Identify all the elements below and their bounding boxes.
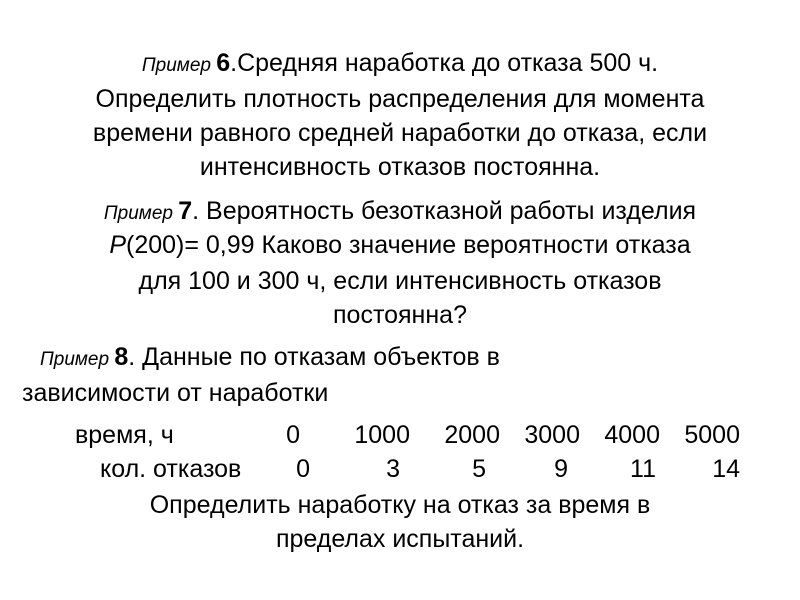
example-6-text: .Средняя наработка до отказа 500 ч. xyxy=(230,49,659,77)
table-cell: 5 xyxy=(472,455,486,483)
table-cell: 14 xyxy=(712,455,740,483)
example-7-number: 7 xyxy=(178,197,193,225)
table-cell: 5000 xyxy=(684,421,740,449)
table-cell: 3 xyxy=(386,455,400,483)
table-cell: 0 xyxy=(296,455,310,483)
example-7-line: постоянна? xyxy=(333,301,467,329)
example-6-label: Пример xyxy=(141,55,217,76)
example-8-task-line: пределах испытаний. xyxy=(275,525,525,553)
failures-row-label: кол. отказов xyxy=(100,455,242,483)
table-cell: 2000 xyxy=(444,421,500,449)
table-cell: 0 xyxy=(286,421,300,449)
example-7-text: (200)= 0,99 Каково значение вероятности отказа xyxy=(126,231,691,259)
example-7-line xyxy=(0,230,800,260)
table-cell: 4000 xyxy=(604,421,660,449)
example-6-line: интенсивность отказов постоянна. xyxy=(199,153,601,181)
example-8-task-line: Определить наработку на отказ за время в xyxy=(149,491,651,519)
example-6-heading xyxy=(0,48,800,81)
example-8-label: Пример xyxy=(40,349,115,370)
example-7-label: Пример xyxy=(103,203,179,224)
table-cell: 9 xyxy=(554,455,568,483)
example-7-line: для 100 и 300 ч, если интенсивность отказов xyxy=(138,267,662,295)
probability-variable: P xyxy=(109,231,126,259)
example-8-line: зависимости от наработки xyxy=(22,379,329,407)
table-cell: 11 xyxy=(630,455,656,483)
example-6-line: времени равного средней наработки до отказа, если xyxy=(92,119,708,147)
example-6-line: Определить плотность распределения для момента xyxy=(95,85,705,113)
example-7-heading xyxy=(0,196,800,229)
example-8-number: 8 xyxy=(114,343,129,371)
table-cell: 3000 xyxy=(524,421,580,449)
time-row-label: время, ч xyxy=(75,421,174,449)
example-7-text: . Вероятность безотказной работы изделия xyxy=(192,197,697,225)
example-8-text: . Данные по отказам объектов в xyxy=(128,343,500,371)
table-cell: 1000 xyxy=(354,421,410,449)
example-8-heading xyxy=(40,342,500,375)
example-6-number: 6 xyxy=(216,49,231,77)
